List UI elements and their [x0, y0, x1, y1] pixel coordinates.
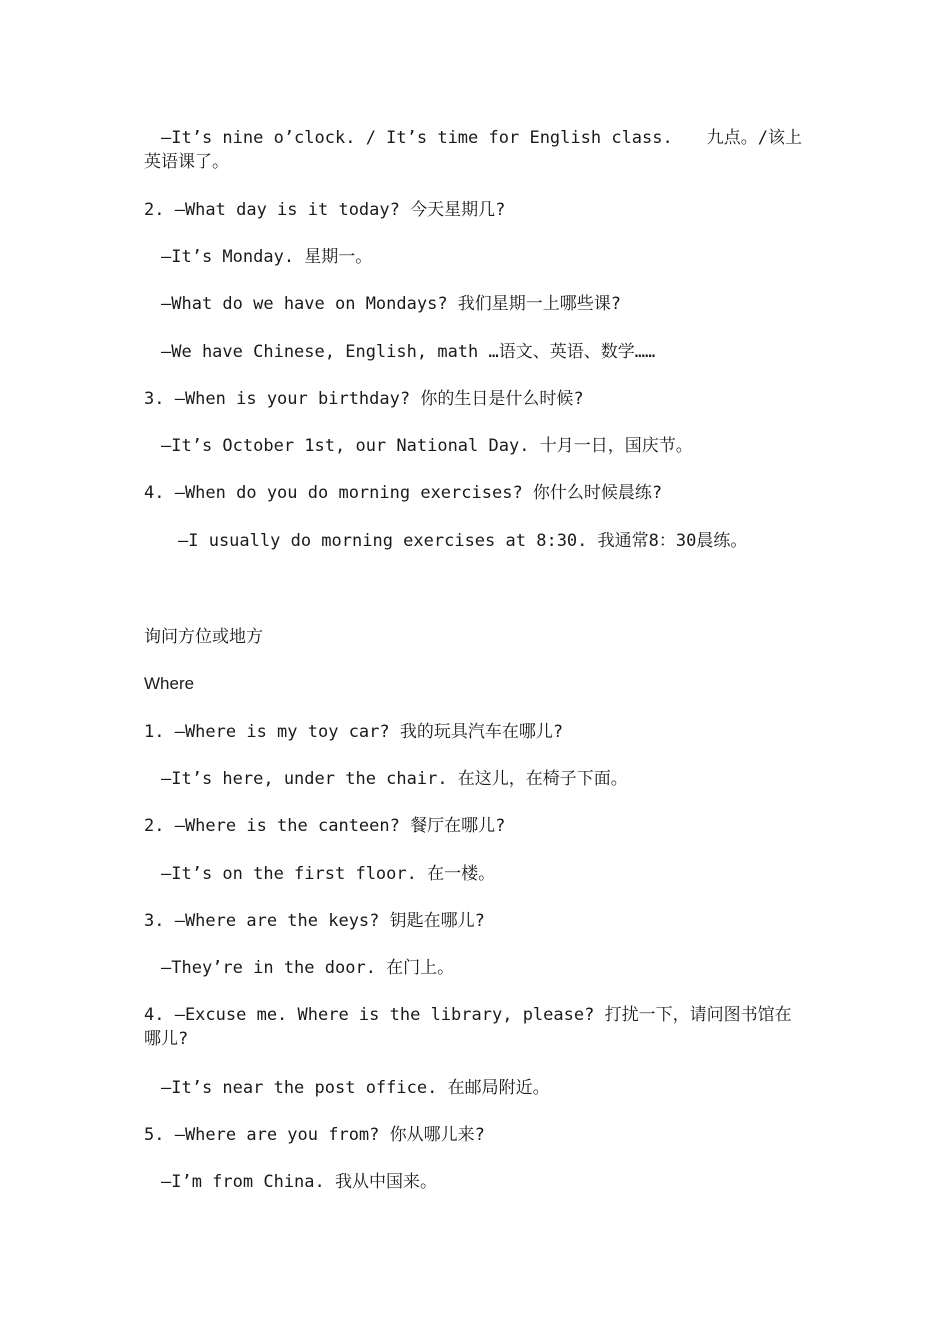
section-title: 询问方位或地方: [144, 627, 263, 647]
dialogue-line: —I’m from China. 我从中国来。: [144, 1172, 437, 1192]
dialogue-line: 2. —What day is it today? 今天星期几?: [144, 200, 506, 220]
dialogue-line: —It’s here, under the chair. 在这儿，在椅子下面。: [144, 769, 628, 789]
dialogue-line: —We have Chinese, English, math …语文、英语、数学……: [144, 342, 656, 362]
dialogue-line: —They’re in the door. 在门上。: [144, 958, 455, 978]
dialogue-line: 2. —Where is the canteen? 餐厅在哪儿?: [144, 816, 506, 836]
dialogue-line: —It’s October 1st, our National Day. 十月一日，国庆节。: [144, 436, 693, 456]
dialogue-line: 1. —Where is my toy car? 我的玩具汽车在哪儿?: [144, 722, 564, 742]
dialogue-line: 4. —When do you do morning exercises? 你什么时候晨练?: [144, 483, 663, 503]
dialogue-line: 5. —Where are you from? 你从哪儿来?: [144, 1125, 485, 1145]
dialogue-line: —What do we have on Mondays? 我们星期一上哪些课?: [144, 294, 622, 314]
dialogue-line: 3. —When is your birthday? 你的生日是什么时候?: [144, 389, 584, 409]
dialogue-line: 4. —Excuse me. Where is the library, please? 打扰一下，请问图书馆在哪儿?: [144, 1005, 792, 1049]
dialogue-line: —It’s on the first floor. 在一楼。: [144, 864, 496, 884]
section-keyword: Where: [144, 674, 195, 693]
dialogue-line: —It’s nine o’clock. / It’s time for English class. 九点。/该上英语课了。: [144, 128, 802, 172]
dialogue-line: 3. —Where are the keys? 钥匙在哪儿?: [144, 911, 485, 931]
dialogue-line: —I usually do morning exercises at 8:30. 我通常8：30晨练。: [144, 531, 748, 551]
dialogue-line: —It’s Monday. 星期一。: [144, 247, 373, 267]
dialogue-line: —It’s near the post office. 在邮局附近。: [144, 1078, 550, 1098]
